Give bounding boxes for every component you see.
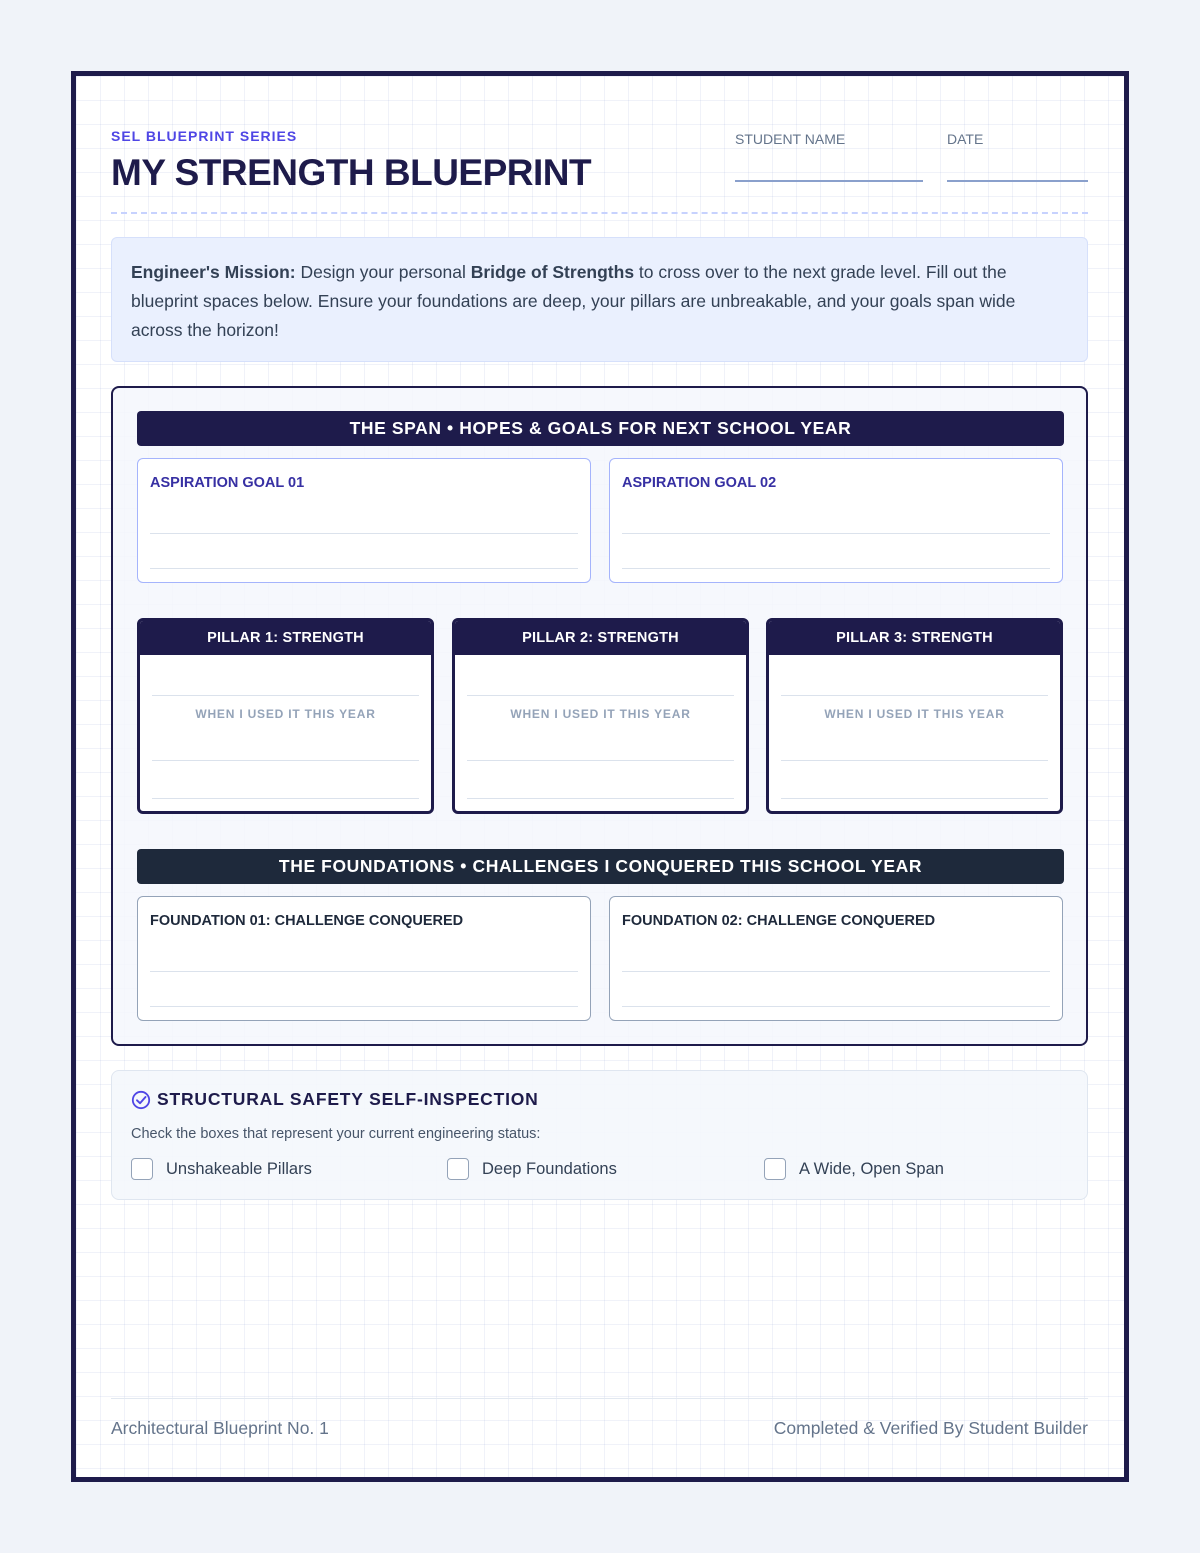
checkbox-label: Unshakeable Pillars (166, 1159, 312, 1178)
aspiration-goal-1-label: ASPIRATION GOAL 01 (150, 475, 305, 491)
write-line (781, 798, 1048, 799)
write-line (150, 971, 578, 972)
foundation-2-box[interactable] (609, 896, 1063, 1021)
mission-lead: Engineer's Mission: (131, 262, 296, 282)
page-title: MY STRENGTH BLUEPRINT (111, 152, 592, 193)
pillar-3-title: PILLAR 3: STRENGTH (769, 621, 1060, 655)
aspiration-goal-2-box[interactable] (609, 458, 1063, 583)
pillar-1-title: PILLAR 1: STRENGTH (140, 621, 431, 655)
foundation-1-label: FOUNDATION 01: CHALLENGE CONQUERED (150, 913, 464, 929)
aspiration-goal-1-box[interactable] (137, 458, 591, 583)
worksheet-content (111, 76, 1088, 1477)
student-name-label: STUDENT NAME (735, 131, 846, 147)
write-line (152, 798, 419, 799)
pillar-2-card[interactable] (452, 618, 749, 814)
write-line (467, 798, 734, 799)
header-divider (111, 212, 1088, 214)
pillar-1-card[interactable] (137, 618, 434, 814)
write-line (781, 760, 1048, 761)
write-line (622, 568, 1050, 569)
footer-right-text: Completed & Verified By Student Builder (773, 1418, 1088, 1438)
write-line (467, 695, 734, 696)
inspection-description: Check the boxes that represent your current engineering status: (131, 1126, 541, 1142)
checkbox-option-foundations[interactable] (447, 1158, 617, 1180)
write-line (781, 695, 1048, 696)
span-heading: THE SPAN • HOPES & GOALS FOR NEXT SCHOOL YEAR (137, 411, 1064, 446)
foundations-heading: THE FOUNDATIONS • CHALLENGES I CONQUERED THIS SCHOOL YEAR (137, 849, 1064, 884)
write-line (152, 760, 419, 761)
worksheet-sheet (71, 71, 1129, 1482)
self-inspection-section (111, 1070, 1088, 1200)
write-line (467, 760, 734, 761)
date-field[interactable] (947, 180, 1088, 182)
pillar-2-subtitle: WHEN I USED IT THIS YEAR (510, 707, 691, 721)
checkbox[interactable] (447, 1158, 469, 1180)
student-name-field[interactable] (735, 180, 923, 182)
footer-left-text: Architectural Blueprint No. 1 (111, 1418, 329, 1438)
foundation-2-label: FOUNDATION 02: CHALLENGE CONQUERED (622, 913, 936, 929)
foundation-1-box[interactable] (137, 896, 591, 1021)
write-line (622, 1006, 1050, 1007)
pillar-2-title: PILLAR 2: STRENGTH (455, 621, 746, 655)
mission-text-2: to cross over to the next grade level. Fill out the blueprint spaces below. Ensure your foundations are deep, your pillars are unbreakable, and your goals span wide across the horizon! (131, 262, 1016, 340)
date-label: DATE (947, 131, 984, 147)
mission-callout (111, 237, 1088, 362)
write-line (150, 1006, 578, 1007)
write-line (152, 695, 419, 696)
write-line (622, 533, 1050, 534)
checkbox-label: Deep Foundations (482, 1159, 617, 1178)
mission-bold: Bridge of Strengths (470, 262, 635, 282)
mission-text-1: Design your personal (295, 262, 471, 282)
write-line (150, 533, 578, 534)
checkbox-label: A Wide, Open Span (799, 1159, 944, 1178)
footer-divider (111, 1398, 1088, 1399)
series-label: SEL BLUEPRINT SERIES (111, 128, 298, 144)
blueprint-panel (111, 386, 1088, 1046)
check-circle-icon (131, 1090, 151, 1110)
inspection-title: STRUCTURAL SAFETY SELF-INSPECTION (157, 1089, 539, 1109)
pillar-1-subtitle: WHEN I USED IT THIS YEAR (195, 707, 376, 721)
checkbox[interactable] (131, 1158, 153, 1180)
write-line (150, 568, 578, 569)
checkbox-option-pillars[interactable] (131, 1158, 312, 1180)
aspiration-goal-2-label: ASPIRATION GOAL 02 (622, 475, 777, 491)
pillar-3-card[interactable] (766, 618, 1063, 814)
write-line (622, 971, 1050, 972)
pillar-3-subtitle: WHEN I USED IT THIS YEAR (824, 707, 1005, 721)
checkbox-option-span[interactable] (764, 1158, 944, 1180)
checkbox[interactable] (764, 1158, 786, 1180)
